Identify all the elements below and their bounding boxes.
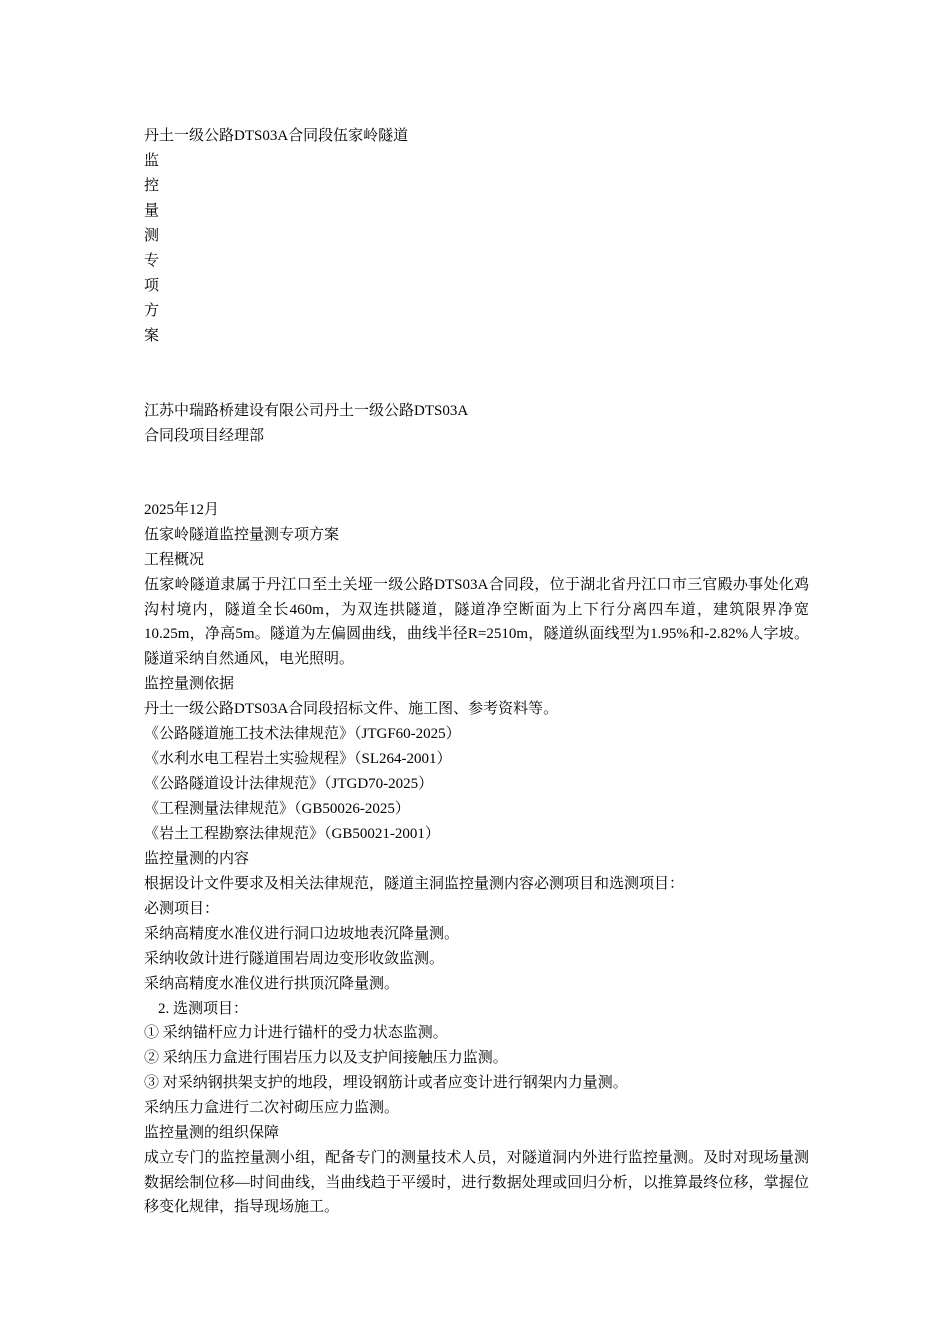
section-heading-organization: 监控量测的组织保障 bbox=[144, 1125, 280, 1141]
vertical-title-char: 控 bbox=[144, 178, 160, 194]
vertical-title-char: 案 bbox=[144, 328, 160, 344]
section-heading-basis: 监控量测依据 bbox=[144, 676, 235, 692]
content-intro: 根据设计文件要求及相关法律规范，隧道主洞监控量测内容必测项目和选测项目： bbox=[144, 876, 685, 892]
basis-item: 《岩土工程勘察法律规范》（GB50021-2001） bbox=[144, 826, 440, 842]
optional-item: ② 采纳压力盒进行围岩压力以及支护间接触压力监测。 bbox=[144, 1050, 508, 1066]
section-heading-content: 监控量测的内容 bbox=[144, 851, 250, 867]
project-title: 丹土一级公路DTS03A合同段伍家岭隧道 bbox=[144, 128, 409, 144]
vertical-title-char: 监 bbox=[144, 153, 160, 169]
overview-paragraph: 伍家岭隧道隶属于丹江口至土关垭一级公路DTS03A合同段，位于湖北省丹江口市三官殿办事处化鸡沟村境内，隧道全长460m，为双连拱隧道，隧道净空断面为上下行分离四车道，建筑限界净宽10.25m，净高5m。隧道为左偏圆曲线，曲线半径R=2510m，隧道纵面线型为1.95%和-2.82%人字坡。隧道采纳自然通风，电光照明。 bbox=[144, 577, 809, 668]
organization-paragraph: 成立专门的监控量测小组，配备专门的测量技术人员，对隧道洞内外进行监控量测。及时对现场量测数据绘制位移—时间曲线，当曲线趋于平缓时，进行数据处理或回归分析，以推算最终位移，掌握位移变化规律，指导现场施工。 bbox=[144, 1150, 809, 1216]
required-item: 采纳高精度水准仪进行洞口边坡地表沉降量测。 bbox=[144, 926, 460, 942]
basis-item: 《工程测量法律规范》（GB50026-2025） bbox=[144, 801, 410, 817]
document-title: 伍家岭隧道监控量测专项方案 bbox=[144, 527, 340, 543]
optional-item: ① 采纳锚杆应力计进行锚杆的受力状态监测。 bbox=[144, 1025, 448, 1041]
optional-item: 采纳压力盒进行二次衬砌压应力监测。 bbox=[144, 1100, 400, 1116]
basis-item: 《水利水电工程岩土实验规程》（SL264-2001） bbox=[144, 751, 452, 767]
basis-item: 《公路隧道施工技术法律规范》（JTGF60-2025） bbox=[144, 726, 461, 742]
section-heading-overview: 工程概况 bbox=[144, 552, 205, 568]
required-item: 采纳高精度水准仪进行拱顶沉降量测。 bbox=[144, 976, 400, 992]
required-items-label: 必测项目： bbox=[144, 901, 220, 917]
vertical-title-char: 测 bbox=[144, 228, 160, 244]
basis-item: 丹土一级公路DTS03A合同段招标文件、施工图、参考资料等。 bbox=[144, 701, 559, 717]
basis-item: 《公路隧道设计法律规范》（JTGD70-2025） bbox=[144, 776, 434, 792]
vertical-title-char: 方 bbox=[144, 303, 160, 319]
optional-item: ③ 对采纳钢拱架支护的地段，埋设钢筋计或者应变计进行钢架内力量测。 bbox=[144, 1075, 628, 1091]
required-item: 采纳收敛计进行隧道围岩周边变形收敛监测。 bbox=[144, 951, 445, 967]
vertical-title-char: 专 bbox=[144, 253, 160, 269]
vertical-title-char: 项 bbox=[144, 278, 160, 294]
company-name-line2: 合同段项目经理部 bbox=[144, 428, 265, 444]
optional-items-label: 2. 选测项目： bbox=[158, 1001, 249, 1017]
vertical-title-char: 量 bbox=[144, 203, 160, 219]
document-date: 2025年12月 bbox=[144, 502, 220, 518]
company-name-line1: 江苏中瑞路桥建设有限公司丹土一级公路DTS03A bbox=[144, 403, 469, 419]
